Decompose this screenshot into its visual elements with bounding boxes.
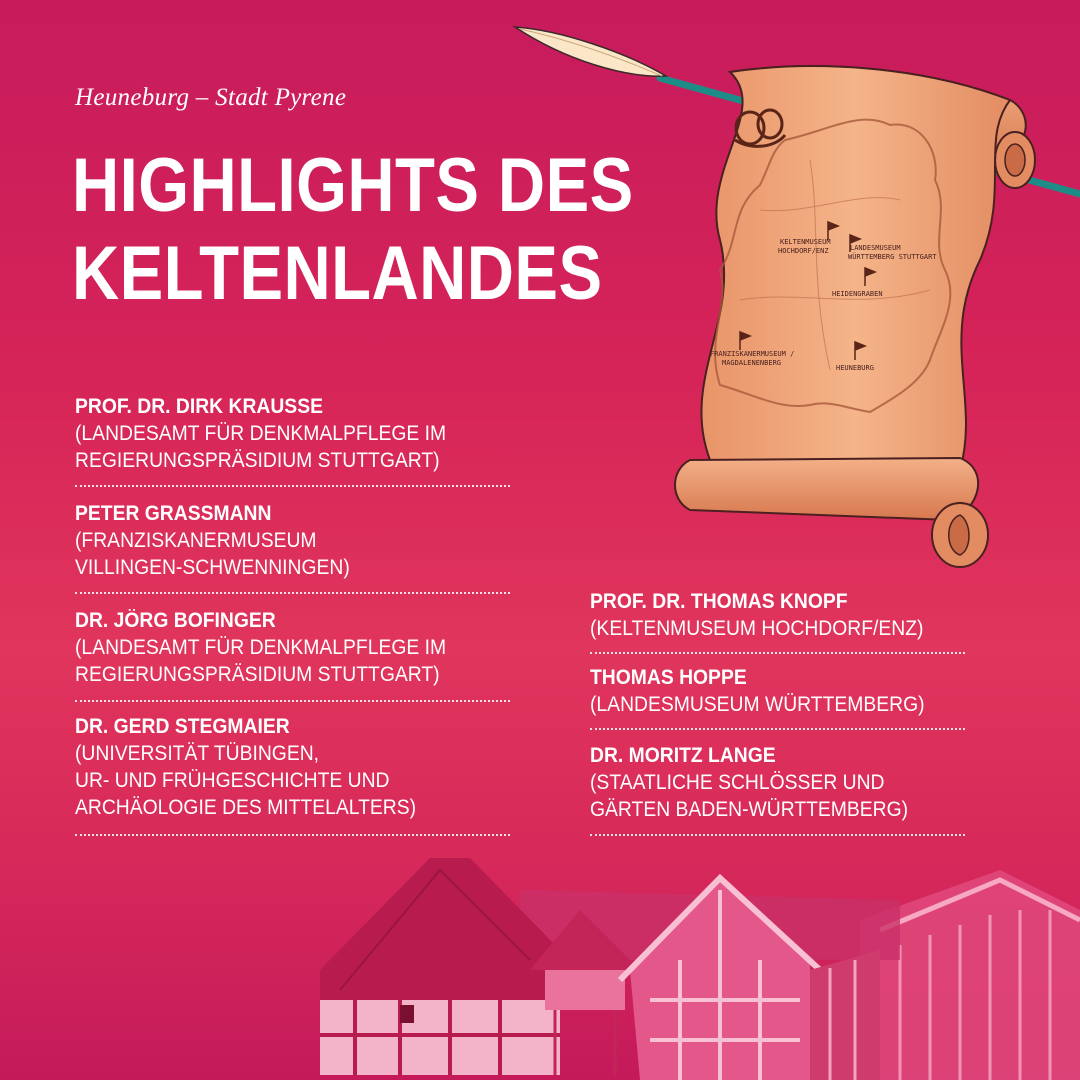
dotted-divider (590, 728, 965, 730)
map-label-landesmuseum: LANDESMUSEUM WÜRTTEMBERG STUTTGART (848, 244, 937, 261)
dotted-divider (75, 834, 510, 836)
speaker-affiliation: (LANDESMUSEUM WÜRTTEMBERG) (590, 693, 925, 716)
speaker-affiliation: GÄRTEN BADEN-WÜRTTEMBERG) (590, 798, 909, 821)
speaker-name: PROF. DR. DIRK KRAUSSE (75, 395, 323, 418)
page-title (72, 142, 634, 318)
speaker-affiliation: (STAATLICHE SCHLÖSSER UND (590, 771, 885, 794)
dotted-divider (75, 700, 510, 702)
subtitle: Heuneburg – Stadt Pyrene (75, 84, 347, 111)
speaker-affiliation: (LANDESAMT FÜR DENKMALPFLEGE IM (75, 422, 447, 445)
title-line-2: KELTENLANDES (72, 231, 603, 316)
speaker-entry (590, 588, 923, 642)
speaker-entry (75, 713, 416, 821)
title-line-1: HIGHLIGHTS DES (72, 143, 634, 228)
dotted-divider (590, 652, 965, 654)
speaker-affiliation: UR- UND FRÜHGESCHICHTE UND (75, 769, 390, 792)
speaker-affiliation: VILLINGEN-SCHWENNINGEN) (75, 556, 350, 579)
speaker-name: DR. MORITZ LANGE (590, 744, 776, 767)
celtic-houses-illustration (0, 850, 1080, 1080)
speaker-entry (75, 607, 446, 688)
speaker-affiliation: REGIERUNGSPRÄSIDIUM STUTTGART) (75, 663, 440, 686)
speaker-affiliation: (FRANZISKANERMUSEUM (75, 529, 317, 552)
speaker-affiliation: (LANDESAMT FÜR DENKMALPFLEGE IM (75, 636, 447, 659)
speaker-name: DR. JÖRG BOFINGER (75, 609, 276, 632)
speaker-name: PROF. DR. THOMAS KNOPF (590, 590, 848, 613)
speaker-entry (590, 742, 908, 823)
speaker-entry (75, 393, 446, 474)
speaker-affiliation: (UNIVERSITÄT TÜBINGEN, (75, 742, 320, 765)
speaker-name: PETER GRASSMANN (75, 502, 272, 525)
dotted-divider (590, 834, 965, 836)
speaker-affiliation: ARCHÄOLOGIE DES MITTELALTERS) (75, 796, 417, 819)
speaker-entry (590, 664, 925, 718)
dotted-divider (75, 592, 510, 594)
speaker-entry (75, 500, 350, 581)
speaker-affiliation: (KELTENMUSEUM HOCHDORF/ENZ) (590, 617, 924, 640)
scroll-map (660, 40, 1080, 580)
speaker-affiliation: REGIERUNGSPRÄSIDIUM STUTTGART) (75, 449, 440, 472)
map-label-franziskaner: FRANZISKANERMUSEUM / MAGDALENENBERG (710, 350, 795, 367)
speaker-name: DR. GERD STEGMAIER (75, 715, 290, 738)
map-label-heuneburg: HEUNEBURG (836, 364, 874, 372)
speaker-name: THOMAS HOPPE (590, 666, 747, 689)
map-label-keltenmuseum: KELTENMUSEUM HOCHDORF/ENZ (778, 238, 831, 255)
dotted-divider (75, 485, 510, 487)
map-label-heidengraben: HEIDENGRABEN (832, 290, 883, 298)
